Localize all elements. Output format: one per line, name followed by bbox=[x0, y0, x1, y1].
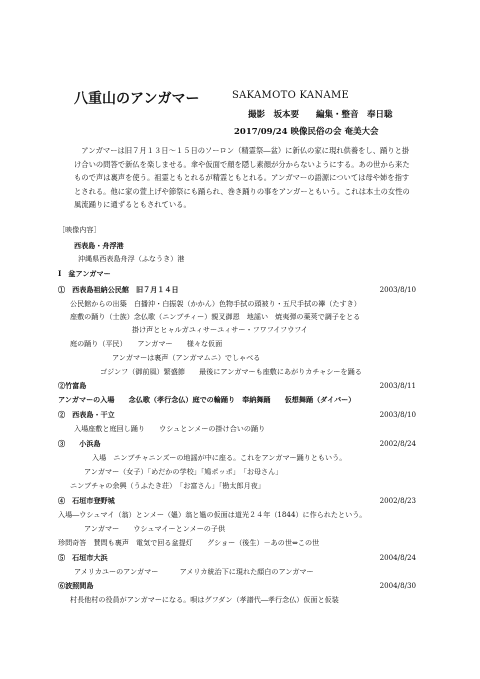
content-line: 座敷の踊り（士族）念仏歌（ニンブチィー）親叉御恩 地謡い 焼夷弾の薬莢で調子をとる bbox=[70, 312, 361, 321]
content-line: ニンブチャの余興（うふたき荘） 「お富さん」「勘太郎月夜」 bbox=[70, 481, 265, 490]
item-date: 2003/8/11 bbox=[379, 381, 416, 390]
content-line: アンガマー（女子）「めだかの学校」「鳩ポッポ」 「お母さん」 bbox=[84, 467, 283, 476]
item-date: 2003/8/10 bbox=[379, 410, 416, 419]
section-header: ［映像内容］ bbox=[58, 225, 101, 234]
content-line: 入場―ウシュマイ（翁）とンメー（媼）翁と媼の仮面は道光２４年（1844）に作られたという。 bbox=[58, 510, 367, 519]
content-line: ゴジンフ（御前風）繁盛節 最後にアンガマーも座敷にあがりカチャシーを踊る bbox=[100, 367, 362, 376]
content-line: 入場座敷と庭回し踊り ウシュとンメーの掛け合いの踊り bbox=[74, 424, 266, 433]
author-name: SAKAMOTO KANAME bbox=[232, 90, 350, 101]
content-line: アメリカユーのアンガマー アメリカ統治下に現れた顔白のアンガマー bbox=[74, 567, 314, 576]
item-date: 2004/8/30 bbox=[379, 581, 416, 590]
item-date: 2002/8/24 bbox=[379, 439, 416, 448]
content-line: アンガマーの入場 念仏歌（孝行念仏）庭での輪踊り 奉納舞踊 仮想舞踊（ダイバー） bbox=[58, 395, 356, 404]
item-heading: ⑥波照間島 bbox=[58, 581, 94, 590]
item-heading: ③ 小浜島 bbox=[58, 439, 101, 448]
document-title: 八重山のアンガマー bbox=[74, 91, 200, 107]
content-line: 珍問奇答 賛問も裏声 電気で回る盆提灯 グショー（後生）－あの世⇔この世 bbox=[58, 538, 320, 547]
content-line: 庭の踊り（平民） アンガマー 様々な仮面 bbox=[70, 339, 223, 348]
item-date: 2002/8/23 bbox=[379, 496, 416, 505]
title-row bbox=[74, 88, 414, 107]
item-heading: ④ 石垣市登野城 bbox=[58, 496, 115, 505]
item-heading: ⑤ 石垣市大浜 bbox=[58, 553, 108, 562]
item-heading: ②竹富島 bbox=[58, 381, 87, 390]
item-heading: ① 西表島祖納公民館 旧７月１４日 bbox=[58, 285, 179, 294]
content-line: 掛け声とヒャルガユィサーユィサー・フワフイフウフイ bbox=[132, 325, 308, 334]
credits: 撮影 坂本要 編集・整音 奉日聡 bbox=[248, 110, 393, 120]
event-line: 2017/09/24 映像民俗の会 奄美大会 bbox=[234, 127, 379, 137]
content-line: アンガマー ウシュマイーとンメーの子供 bbox=[84, 524, 226, 533]
item-date: 2004/8/24 bbox=[379, 553, 416, 562]
location-heading: 西表島・舟浮港 bbox=[74, 241, 124, 250]
content-line: 公民館からの出築 白播沖・白振袈（かかん）色物手拭の頭被り・五尺手拭の襷（たすき） bbox=[70, 299, 361, 308]
content-line: アンガマーは裏声（アンガマムニ）でしゃべる bbox=[112, 353, 261, 362]
part-heading: Ⅰ 盆アンガマー bbox=[58, 269, 111, 278]
intro-text: アンガマーは旧７月１３日～１５日のソーロン（精霊祭―盆）に新仏の家に現れ供養をし、踊りと掛け合いの問答で新仏を楽しませる。傘や仮面で顔を隠し素顔が分からないようにする。あの世から来たもので声は裏声を使う。祖霊ともとれるが精霊ともとれる。アンガマーの語源については母や姉を指すとされる。他に家の萱上げや節祭にも踊られ、巻き踊りの事をアンガーともいう。これは本土の女性の風流踊りに通ずるともされている。 bbox=[74, 146, 410, 210]
item-date: 2003/8/10 bbox=[379, 285, 416, 294]
content-line: 沖縄県西表島舟浮（ふなうき）港 bbox=[78, 254, 185, 263]
content-line: 入場 ニンブチャニンズーの地謡が中に座る。これをアンガマー踊りともいう。 bbox=[92, 453, 347, 462]
content-line: 村長他村の役員がアンガマーになる。唄はグフダン（孝譜代―孝行念仏）仮面と仮装 bbox=[70, 595, 339, 604]
intro-paragraph bbox=[74, 144, 416, 212]
item-heading: ② 西表島・干立 bbox=[58, 410, 115, 419]
